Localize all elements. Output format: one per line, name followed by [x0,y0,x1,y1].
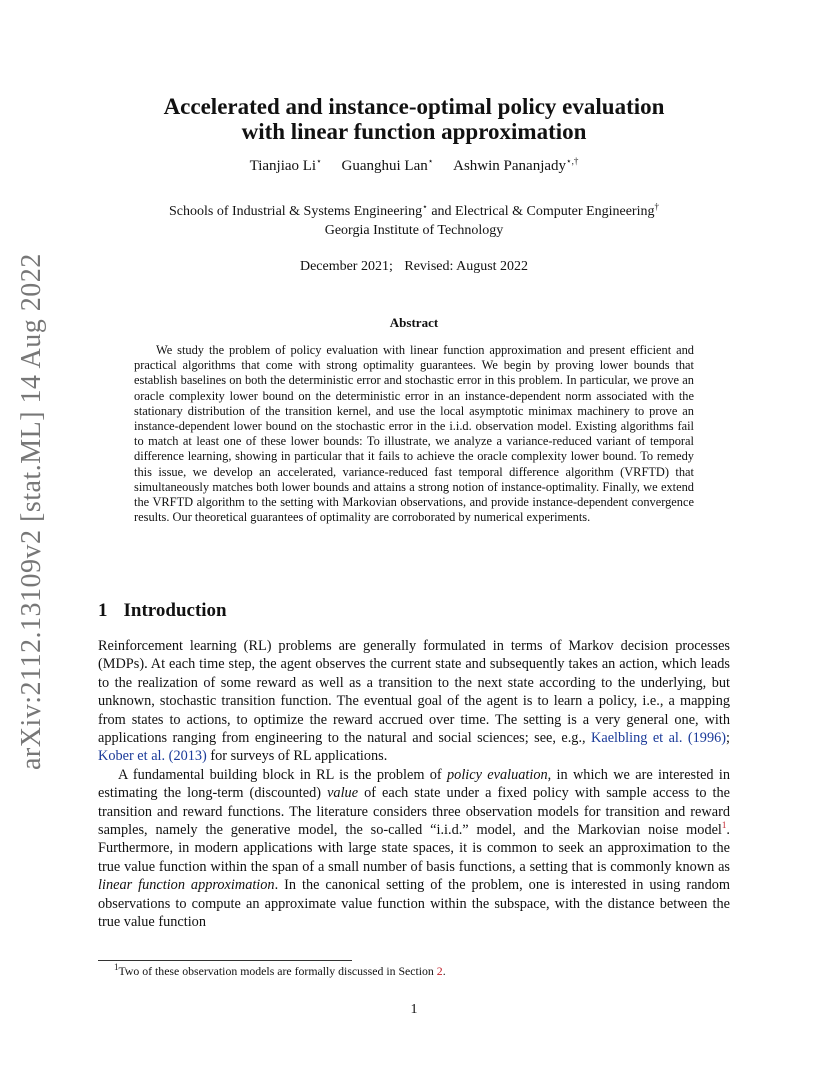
footnote-link[interactable]: 1 [721,820,727,831]
body-text [98,637,730,932]
citation-name: Kaelbling et al. [591,730,683,747]
text-run: . Furthermore, in modern applications with large state spaces, it is common to seek an approximation to the true value function within the span of a small number of basis functions, a setting that is commonly known as [98,822,730,875]
author-mark: ⋆ [316,156,322,166]
section-link[interactable]: 2 [436,964,443,978]
section-title: Introduction [123,600,227,621]
paragraph [98,637,730,766]
abstract-heading: Abstract [389,315,439,330]
section-number: 1 [98,600,108,621]
paragraph [98,766,730,932]
citation-link[interactable]: Kaelbling et al. (1996) [591,730,727,747]
author-name: Ashwin Pananjady [453,158,567,174]
citation-link[interactable]: Kober et al. (2013) [98,748,207,765]
author-name: Guanghui Lan [341,158,428,174]
text-run: Reinforcement learning (RL) problems are generally formulated in terms of Markov decision processes (MDPs). At each time step, the agent observes the current state and subsequently takes an action, which leads to the realization of some reward as well as a transition to the next state according to the underlying, but unknown, stochastic transition function. The eventual goal of the agent is to learn a policy, i.e., a mapping from states to actions, to optimize the reward accrued over time. The setting is a very general one, with applications ranging from engineering to the natural and social sciences; see, e.g., [98,638,730,747]
paper-title [0,94,828,144]
date-original: December 2021; [299,259,393,274]
affiliation-mark: ⋆ [422,201,428,212]
page-number: 1 [410,1002,418,1017]
citation-year: 2013 [173,748,203,765]
affiliation-mark: † [654,201,659,212]
arxiv-identifier: arXiv:2112.13109v2 [stat.ML] 14 Aug 2022 [16,253,47,770]
author-mark: ⋆,† [566,156,579,166]
date-revised: Revised: August 2022 [404,259,529,274]
affiliation-institute: Georgia Institute of Technology [324,223,504,238]
text-run: . In the canonical setting of the problem, one is interested in using random observations to compute an approximate value function within the subspace, with the distance between the true value function [98,877,730,931]
text-run: for surveys of RL applications. [206,748,388,765]
affiliation [0,202,828,240]
text-run: of each state under a fixed policy with sample access to the transition and reward functions. The literature considers three observation models for transition and reward samples, namely the generative model, the so-called “i.i.d.” model, and the Markovian noise model [98,785,730,839]
emphasis: value [327,785,359,802]
section-heading [98,600,227,622]
author-mark: ⋆ [427,156,434,166]
text-run: A fundamental building block in RL is the problem of [118,766,448,783]
title-line-2: with linear function approximation [241,119,587,144]
text-run: ; [726,730,730,747]
author-list [0,158,828,175]
footnote-divider [98,960,352,961]
footnote-end: . [442,964,446,978]
affiliation-school-a: Schools of Industrial & Systems Engineering [169,204,423,219]
footnote-text: Two of these observation models are formally discussed in Section [118,964,437,978]
affiliation-schools [0,202,828,221]
title-line-1: Accelerated and instance-optimal policy evaluation [163,94,665,119]
footnote-mark: 1 [114,962,119,973]
emphasis: linear function approximation [98,877,275,894]
citation-name: Kober et al. [98,748,166,765]
footnote [114,964,446,979]
emphasis: policy evaluation [447,766,548,783]
author [250,158,322,174]
author-name: Tianjiao Li [249,158,317,174]
dates [0,259,828,275]
author [342,158,434,174]
affiliation-school-b: and Electrical & Computer Engineering [427,204,655,219]
citation-year: 1996 [692,730,722,747]
abstract-text: We study the problem of policy evaluation with linear function approximation and present efficient and practical algorithms that come with strong optimality guarantees. We begin by proving lower bounds that establish baselines on both the deterministic error and stochastic error in this problem. In particular, we prove an oracle complexity lower bound on the deterministic error in an instance-dependent norm associated with the stationary distribution of the transition kernel, and use the local asymptotic minimax machinery to prove an instance-dependent lower bound on the stochastic error in the i.i.d. observation model. Existing algorithms fail to match at least one of these lower bounds: To illustrate, we analyze a variance-reduced variant of temporal difference learning, showing in particular that it fails to achieve the oracle complexity lower bound. To remedy this issue, we develop an accelerated, variance-reduced fast temporal difference algorithm (VRFTD) that simultaneously matches both lower bounds and attains a strong notion of instance-optimality. Finally, we extend the VRFTD algorithm to the setting with Markovian observations, and provide instance-dependent convergence results. Our theoretical guarantees of optimality are corroborated by numerical experiments. [134,343,694,525]
text-run: , in which we are interested in estimating the long-term (discounted) [98,766,731,802]
author [453,158,578,174]
